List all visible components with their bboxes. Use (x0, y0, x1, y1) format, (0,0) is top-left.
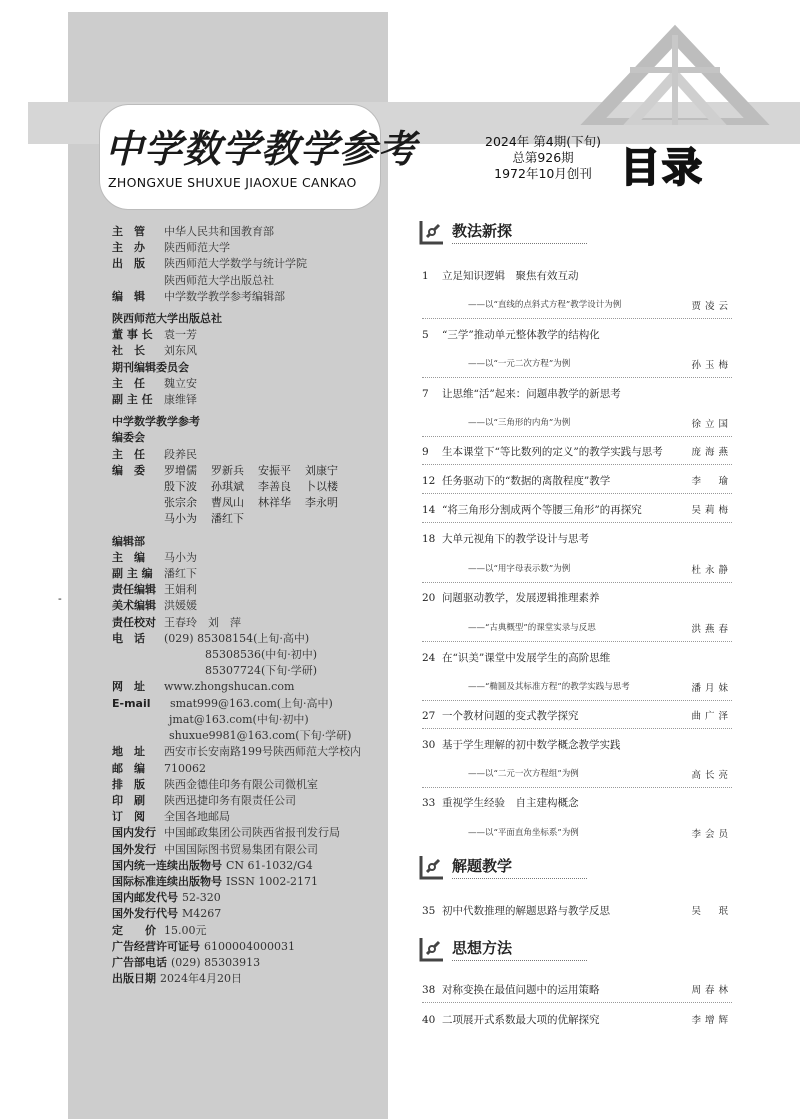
toc-entry[interactable] (422, 737, 732, 752)
toc-page: 7 (422, 388, 429, 400)
divider (422, 522, 732, 523)
info-value: 52-320 (182, 891, 221, 905)
toc-page: 27 (422, 710, 436, 722)
divider (422, 436, 732, 437)
info-value: 陕西师范大学出版总社 (164, 273, 274, 287)
toc-entry[interactable] (422, 531, 732, 546)
toc-entry[interactable] (422, 502, 732, 517)
info-label: 主 编 (112, 550, 145, 564)
info-label: 社 长 (112, 344, 145, 358)
toc-entry[interactable] (422, 903, 732, 918)
toc-subtitle-row (468, 621, 732, 633)
info-label: 定 价 (112, 923, 156, 937)
toc-author: 孙玉梅 (691, 360, 732, 371)
info-label: 副 主 任 (112, 393, 153, 407)
toc-page: 1 (422, 270, 429, 282)
info-value: 6100004000031 (204, 939, 295, 953)
toc-subtitle: ——以“平面直角坐标系”为例 (468, 828, 579, 838)
info-value: 袁一芳 (164, 328, 197, 342)
board-member: 曹凤山 (211, 496, 244, 510)
info-value: 中学数学教学参考编辑部 (164, 289, 285, 303)
board-member: 刘康宁 (305, 463, 338, 477)
web-value: www.zhongshucan.com (164, 680, 295, 694)
info-label: 国外发行 (112, 842, 156, 856)
toc-author: 周春林 (691, 985, 732, 996)
toc-entry[interactable] (422, 386, 732, 401)
toc-subtitle-row (468, 680, 732, 692)
info-label: 广告部电话 (112, 955, 167, 969)
info-value: 王娟利 (164, 583, 197, 597)
toc-title: 大单元视角下的教学设计与思考 (442, 533, 589, 545)
info-value: 710062 (164, 761, 206, 775)
toc-title: 基于学生理解的初中数学概念教学实践 (442, 739, 621, 751)
toc-entry[interactable] (422, 473, 732, 488)
divider (422, 493, 732, 494)
toc-title: 二项展开式系数最大项的优解探究 (442, 1014, 600, 1026)
board-member: 孙琪斌 (211, 480, 244, 494)
board-member: 潘红下 (211, 512, 244, 526)
toc-subtitle: ——以“用字母表示数”为例 (468, 564, 571, 574)
info-value: 潘红下 (164, 567, 197, 581)
info-label: 印 刷 (112, 793, 145, 807)
info-label: 国外发行代号 (112, 907, 178, 921)
toc-author: 徐立国 (691, 419, 732, 430)
divider (422, 582, 732, 583)
toc-author: 李 瑜 (691, 476, 732, 487)
info-value: 2024年4月20日 (160, 972, 242, 986)
toc-heading: 目录 (620, 145, 704, 191)
info-value: M4267 (182, 907, 222, 921)
info-value: 洪媛媛 (164, 599, 197, 613)
toc-page: 40 (422, 1014, 436, 1026)
issue-line: 2024年 第4期(下旬) (485, 134, 601, 149)
info-value: 陕西师范大学 (164, 241, 230, 255)
journal-logo: 中学数学教学参考 (105, 126, 418, 171)
toc-subtitle: ——以“二元一次方程组”为例 (468, 769, 579, 779)
info-value: 刘东风 (164, 344, 197, 358)
toc-page: 12 (422, 475, 436, 487)
divider (422, 1002, 732, 1003)
committee-heading: 期刊编辑委员会 (112, 360, 189, 374)
info-label: 主 任 (112, 376, 145, 390)
web-label: 网 址 (112, 680, 145, 694)
toc-title: 对称变换在最值问题中的运用策略 (442, 984, 600, 996)
toc-page: 14 (422, 504, 436, 516)
toc-subtitle-row (468, 416, 732, 428)
toc-page: 38 (422, 984, 436, 996)
toc-author: 高长亮 (691, 770, 732, 781)
toc-author: 李会员 (691, 829, 732, 840)
toc-title: 在“识美”课堂中发展学生的高阶思维 (442, 652, 611, 664)
toc-title: 让思维“活”起来：问题串教学的新思考 (442, 388, 621, 400)
divider (422, 700, 732, 701)
toc-title: “将三角形分割成两个等腰三角形”的再探究 (442, 504, 642, 516)
toc-title: 立足知识逻辑 聚焦有效互动 (442, 270, 579, 282)
info-label: 邮 编 (112, 761, 145, 775)
toc-title: 任务驱动下的“数据的离散程度”教学 (442, 475, 611, 487)
divider (422, 377, 732, 378)
board-member: 罗增儒 (164, 463, 197, 477)
toc-author: 李增辉 (691, 1015, 732, 1026)
info-value: 中华人民共和国教育部 (164, 225, 274, 238)
toc-entry[interactable] (422, 795, 732, 810)
info-value: 陕西金德佳印务有限公司微机室 (164, 777, 318, 791)
issue-total: 总第926期 (512, 150, 574, 165)
info-label: 国内邮发代号 (112, 891, 178, 905)
toc-subtitle-row (468, 767, 732, 779)
toc-subtitle: ——以“直线的点斜式方程”教学设计为例 (468, 300, 622, 310)
toc-author: 潘月妹 (691, 683, 732, 694)
info-value: 15.00元 (164, 923, 207, 937)
board-member: 卜以楼 (305, 480, 338, 494)
toc-author: 贾凌云 (691, 301, 732, 312)
toc-entry[interactable] (422, 708, 732, 723)
toc-page: 5 (422, 329, 429, 341)
info-label: 主 任 (112, 447, 145, 461)
toc-title: “三学”推动单元整体教学的结构化 (442, 329, 600, 341)
section-header (418, 935, 587, 963)
email-value: shuxue9981@163.com(下旬·学研) (169, 729, 352, 743)
info-label: 出 版 (112, 257, 145, 271)
info-label: 排 版 (112, 777, 145, 791)
margin-mark: - (58, 592, 62, 605)
email-value: jmat@163.com(中旬·初中) (169, 712, 309, 726)
info-value: 陕西迅捷印务有限责任公司 (164, 793, 296, 807)
info-value: (029) 85303913 (171, 955, 261, 969)
info-value: CN 61-1032/G4 (226, 858, 313, 872)
board-member: 安振平 (258, 463, 291, 477)
publisher-heading: 陕西师范大学出版总社 (112, 312, 222, 326)
info-value: 中国邮政集团公司陕西省报刊发行局 (164, 826, 340, 840)
toc-subtitle-row (468, 357, 732, 369)
section-title: 思想方法 (452, 937, 587, 961)
info-label: 编 辑 (112, 289, 145, 303)
info-label: 美术编辑 (112, 599, 156, 613)
toc-subtitle: ——以“一元二次方程”为例 (468, 359, 571, 369)
toc-entry[interactable] (422, 650, 732, 665)
section-corner-icon (418, 853, 446, 881)
toc-page: 35 (422, 905, 436, 917)
toc-entry[interactable] (422, 444, 732, 459)
toc-author: 曲广泽 (691, 711, 732, 722)
toc-page: 20 (422, 592, 436, 604)
board-heading: 中学数学教学参考 (112, 415, 200, 429)
board-member: 林祥华 (258, 496, 291, 510)
toc-subtitle: ——“古典概型”的课堂实录与反思 (468, 623, 596, 633)
toc-author: 庞海燕 (691, 447, 732, 458)
issue-info (478, 134, 608, 182)
info-label: 主 管 (112, 225, 145, 238)
info-label: 地 址 (112, 745, 145, 759)
info-label: 董 事 长 (112, 328, 153, 342)
phone-label: 电 话 (112, 631, 145, 645)
board-member: 殷下波 (164, 480, 197, 494)
toc-subtitle-row (468, 562, 732, 574)
email-label: E-mail (112, 696, 151, 710)
toc-page: 30 (422, 739, 436, 751)
section-header (418, 853, 587, 881)
founded-line: 1972年10月创刊 (494, 166, 592, 181)
info-value: 段养民 (164, 447, 197, 461)
toc-entry[interactable] (422, 268, 732, 283)
toc-entry[interactable] (422, 590, 732, 605)
info-label: 责任编辑 (112, 583, 156, 597)
section-corner-icon (418, 935, 446, 963)
toc-subtitle: ——“椭圆及其标准方程”的教学实践与思考 (468, 682, 630, 692)
divider (422, 641, 732, 642)
toc-entry[interactable] (422, 327, 732, 342)
toc-title: 重视学生经验 自主建构概念 (442, 797, 579, 809)
phone-value: 85307724(下旬·学研) (205, 664, 318, 678)
info-label: 责任校对 (112, 615, 156, 629)
info-value: 王春玲 刘 萍 (164, 615, 241, 629)
toc-page: 9 (422, 446, 429, 458)
board-member: 马小为 (164, 512, 197, 526)
board-member: 李善良 (258, 480, 291, 494)
info-value: 中国国际图书贸易集团有限公司 (164, 842, 318, 856)
divider (422, 318, 732, 319)
toc-page: 33 (422, 797, 436, 809)
info-label: 国内发行 (112, 826, 156, 840)
masthead-info (112, 224, 382, 987)
info-value: 魏立安 (164, 376, 197, 390)
board-member: 张宗余 (164, 496, 197, 510)
board-member: 李永明 (305, 496, 338, 510)
board-members (164, 463, 352, 528)
toc-entry[interactable] (422, 982, 732, 997)
section-title: 教法新探 (452, 220, 587, 244)
info-label: 广告经营许可证号 (112, 939, 200, 953)
roof-graphic (570, 15, 800, 125)
toc-author: 吴莉梅 (691, 505, 732, 516)
phone-value: (029) 85308154(上旬·高中) (164, 631, 310, 645)
email-value: smat999@163.com(上旬·高中) (170, 696, 333, 710)
info-label: 国内统一连续出版物号 (112, 858, 222, 872)
toc-subtitle-row (468, 298, 732, 310)
toc-entry[interactable] (422, 1012, 732, 1027)
toc-author: 杜永静 (691, 565, 732, 576)
info-label: 编 委 (112, 463, 145, 477)
info-label: 订 阅 (112, 810, 145, 824)
info-value: 马小为 (164, 550, 197, 564)
toc-title: 一个教材问题的变式教学探究 (442, 710, 579, 722)
divider (422, 787, 732, 788)
toc-subtitle: ——以“三角形的内角”为例 (468, 418, 571, 428)
section-title: 解题教学 (452, 855, 587, 879)
phone-value: 85308536(中旬·初中) (205, 648, 318, 662)
toc-author: 吴 珉 (691, 906, 732, 917)
dept-heading: 编辑部 (112, 534, 145, 548)
toc-title: 问题驱动教学，发展逻辑推理素养 (442, 592, 600, 604)
info-value: 陕西师范大学数学与统计学院 (164, 257, 307, 271)
divider (422, 464, 732, 465)
board-member: 罗新兵 (211, 463, 244, 477)
info-label: 副 主 编 (112, 567, 153, 581)
toc-page: 24 (422, 652, 436, 664)
toc-author: 洪燕春 (691, 624, 732, 635)
toc-subtitle-row (468, 826, 732, 838)
section-header (418, 218, 587, 246)
info-value: ISSN 1002-2171 (226, 874, 319, 888)
info-label (112, 273, 164, 289)
toc-title: 生本课堂下“等比数列的定义”的教学实践与思考 (442, 446, 663, 458)
info-value: 康维铎 (164, 393, 197, 407)
journal-title-en: ZHONGXUE SHUXUE JIAOXUE CANKAO (108, 175, 357, 190)
info-label: 主 办 (112, 241, 145, 255)
info-label: 出版日期 (112, 972, 156, 986)
section-corner-icon (418, 218, 446, 246)
board-subheading: 编委会 (112, 431, 145, 445)
info-value: 全国各地邮局 (164, 810, 230, 824)
toc-page: 18 (422, 533, 436, 545)
divider (422, 728, 732, 729)
info-label: 国际标准连续出版物号 (112, 874, 222, 888)
toc-title: 初中代数推理的解题思路与教学反思 (442, 905, 610, 917)
info-value: 西安市长安南路199号陕西师范大学校内 (164, 745, 361, 759)
